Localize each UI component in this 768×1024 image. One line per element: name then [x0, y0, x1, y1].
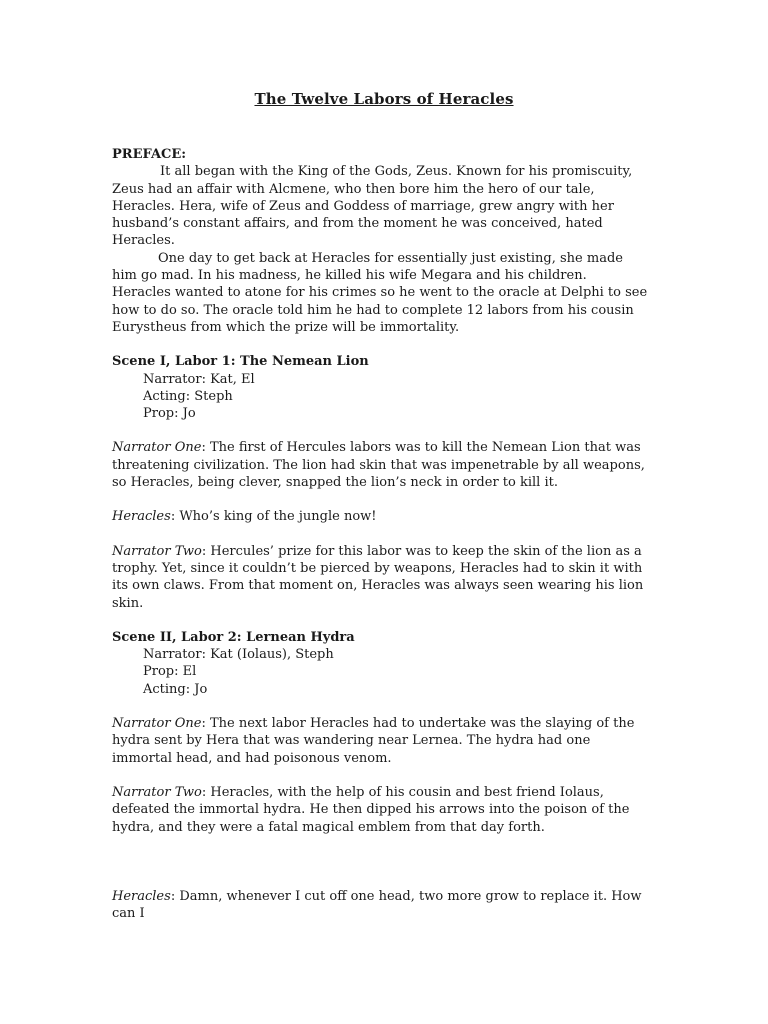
preface-paragraph-2: One day to get back at Heracles for essentially just existing, she made him go mad. In his madness, he killed his wife Megara and his children. Heracles wanted to atone for his crimes so he went to the oracle at Delphi to see how to do so. The oracle told him he had to complete 12 labors from his cousin Eurystheus from which the prize will be immortality.	[112, 250, 648, 335]
cast-line: Prop: El	[143, 664, 197, 680]
spacer	[112, 836, 648, 888]
spacer	[112, 612, 648, 629]
speaker-name: Heracles	[112, 509, 171, 525]
dialogue-text: : Who’s king of the jungle now!	[170, 509, 377, 525]
speaker-name: Narrator One	[112, 716, 202, 732]
cast-line: Prop: Jo	[143, 406, 196, 422]
speaker-name: Narrator Two	[112, 784, 202, 800]
preface-heading: PREFACE:	[112, 147, 187, 162]
dialogue-text: : The next labor Heracles had to undertake was the slaying of the hydra sent by Hera that was wandering near Lernea. The hydra had one immortal head, and had poisonous venom.	[112, 716, 635, 766]
cast-line: Narrator: Kat (Iolaus), Steph	[143, 647, 334, 663]
dialogue-text: : Damn, whenever I cut off one head, two more grow to replace it. How can I	[112, 888, 642, 922]
spacer	[112, 698, 648, 715]
spacer	[112, 767, 648, 784]
dialogue-line	[112, 784, 648, 836]
dialogue-line	[112, 439, 648, 491]
dialogue-text: : Heracles, with the help of his cousin and best friend Iolaus, defeated the immortal hydra. He then dipped his arrows into the poison of the hydra, and they were a fatal magical emblem from that day forth.	[112, 784, 630, 835]
spacer	[112, 422, 648, 439]
cast-line: Narrator: Kat, El	[143, 371, 255, 387]
cast-line: Acting: Jo	[143, 681, 208, 697]
preface-paragraph-1: It all began with the King of the Gods, Zeus. Known for his promiscuity, Zeus had an affair with Alcmene, who then bore him the hero of our tale, Heracles. Hera, wife of Zeus and Goddess of marriage, grew angry with her husband’s constant affairs, and from the moment he was conceived, hated Heracles.	[112, 164, 633, 249]
spacer	[112, 491, 648, 508]
scene-1-cast	[112, 371, 648, 423]
document-title: The Twelve Labors of Heracles	[254, 90, 514, 108]
cast-line: Acting: Steph	[143, 388, 233, 404]
scene-2-heading: Scene II, Labor 2: Lernean Hydra	[112, 629, 355, 645]
dialogue-line	[112, 888, 648, 923]
spacer	[112, 526, 648, 543]
dialogue-line	[112, 543, 648, 612]
scene-2-cast	[112, 646, 648, 698]
spacer	[112, 336, 648, 353]
speaker-name: Narrator One	[112, 440, 202, 456]
document-body	[112, 146, 648, 922]
dialogue-text: : The first of Hercules labors was to kill the Nemean Lion that was threatening civilization. The lion had skin that was impenetrable by all weapons, so Heracles, being clever, snapped the lion’s neck in order to kill it.	[112, 440, 645, 491]
speaker-name: Narrator Two	[112, 543, 202, 559]
speaker-name: Heracles	[112, 888, 171, 904]
dialogue-text: : Hercules’ prize for this labor was to keep the skin of the lion as a trophy. Yet, since it couldn’t be pierced by weapons, Heracles had to skin it with its own claws. From that moment on, Heracles was always seen wearing his lion skin.	[112, 543, 644, 611]
scene-1-heading: Scene I, Labor 1: The Nemean Lion	[112, 354, 369, 370]
dialogue-line	[112, 508, 648, 525]
dialogue-line	[112, 715, 648, 767]
